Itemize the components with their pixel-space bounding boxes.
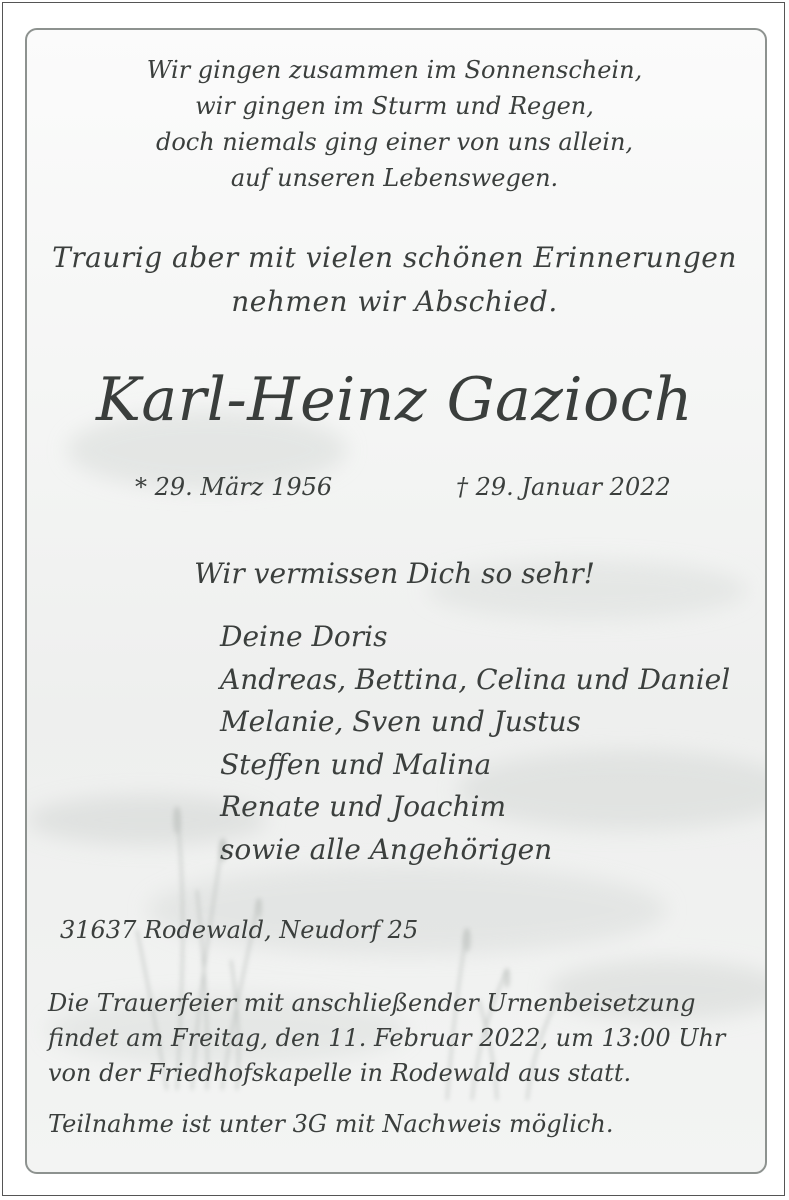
service-line: von der Friedhofskapelle in Rodewald aus statt.: [48, 1059, 632, 1087]
farewell-line: nehmen wir Abschied.: [231, 285, 558, 318]
family-entry: Deine Doris: [220, 620, 388, 653]
address: 31637 Rodewald, Neudorf 25: [60, 916, 419, 944]
family-entry: sowie alle Angehörigen: [220, 832, 553, 866]
poem-line: Wir gingen zusammen im Sonnenschein,: [146, 56, 643, 84]
family-entry: Renate und Joachim: [220, 790, 506, 823]
family-entry: Steffen und Malina: [220, 747, 492, 781]
farewell-line: Traurig aber mit vielen schönen Erinnerungen: [52, 241, 737, 274]
poem: [0, 52, 789, 196]
farewell-text: [0, 236, 789, 324]
deceased-name: Karl-Heinz Gazioch: [96, 365, 693, 435]
death-date: † 29. Januar 2022: [456, 473, 671, 501]
message: Wir vermissen Dich so sehr!: [194, 557, 595, 590]
family-entry: Andreas, Bettina, Celina und Daniel: [220, 662, 731, 696]
poem-line: wir gingen im Sturm und Regen,: [195, 92, 594, 120]
birth-date: * 29. März 1956: [135, 473, 333, 501]
family-entry: Melanie, Sven und Justus: [220, 705, 581, 738]
service-line: Die Trauerfeier mit anschließender Urnenbeisetzung: [48, 989, 696, 1017]
poem-line: doch niemals ging einer von uns allein,: [155, 128, 634, 156]
poem-line: auf unseren Lebenswegen.: [230, 164, 559, 192]
family-list: [220, 616, 730, 871]
attendance-notice: Teilnahme ist unter 3G mit Nachweis möglich.: [48, 1110, 614, 1138]
service-line: findet am Freitag, den 11. Februar 2022, um 13:00 Uhr: [48, 1024, 726, 1052]
service-info: [48, 986, 725, 1091]
